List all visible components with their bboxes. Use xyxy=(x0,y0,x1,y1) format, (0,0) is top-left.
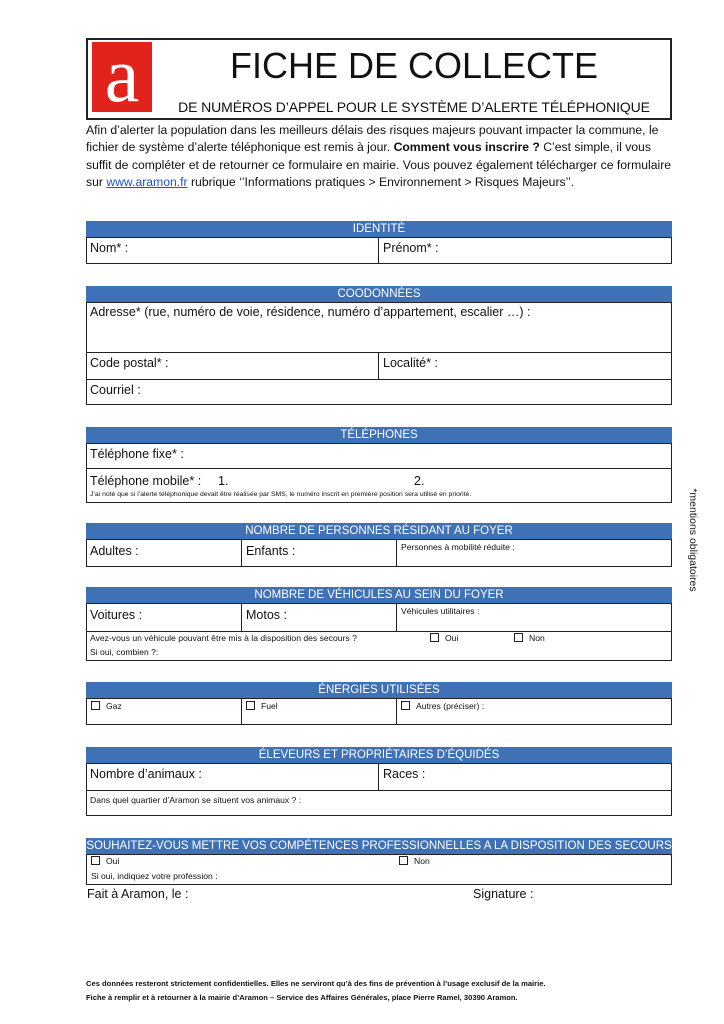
checkbox-icon xyxy=(91,701,100,710)
checkbox-label: Oui xyxy=(445,633,459,643)
divider xyxy=(378,763,379,790)
divider xyxy=(241,698,242,725)
foyer-box xyxy=(86,539,672,567)
fuel-checkbox[interactable] xyxy=(246,701,278,712)
voitures-field[interactable]: Voitures : xyxy=(90,608,143,622)
nom-field[interactable]: Nom* : xyxy=(90,241,129,255)
checkbox-icon xyxy=(246,701,255,710)
checkbox-label: Non xyxy=(529,633,545,643)
divider xyxy=(86,631,672,632)
telephone-mobile-2[interactable]: 2. xyxy=(414,474,425,488)
divider xyxy=(86,379,672,380)
fait-a-field[interactable]: Fait à Aramon, le : xyxy=(87,887,189,901)
vehicule-non-checkbox[interactable] xyxy=(514,633,545,644)
code-postal-field[interactable]: Code postal* : xyxy=(90,356,169,370)
sms-priority-note: J’ai noté que si l’alerte téléphonique devait être réalisée par SMS, le numéro inscrit en première position sera utilisé en priorité. xyxy=(90,491,472,498)
checkbox-label: Autres (préciser) : xyxy=(416,701,485,711)
checkbox-label: Gaz xyxy=(106,701,122,711)
identite-box xyxy=(86,237,672,264)
mobilite-reduite-field[interactable]: Personnes à mobilité réduite : xyxy=(401,542,515,552)
divider xyxy=(86,352,672,353)
telephone-mobile-1[interactable]: 1. xyxy=(218,474,229,488)
combien-field[interactable]: Si oui, combien ?: xyxy=(90,647,159,657)
checkbox-icon xyxy=(514,633,523,642)
checkbox-icon xyxy=(399,856,408,865)
intro-text-3: rubrique ‘’Informations pratiques > Environnement > Risques Majeurs’’. xyxy=(187,174,575,189)
vehicule-secours-question: Avez-vous un véhicule pouvant être mis à la disposition des secours ? xyxy=(90,633,357,643)
checkbox-icon xyxy=(91,856,100,865)
motos-field[interactable]: Motos : xyxy=(246,608,287,622)
section-header-identite: IDENTITÉ xyxy=(86,221,672,237)
vehicules-box xyxy=(86,603,672,661)
prenom-field[interactable]: Prénom* : xyxy=(383,241,439,255)
section-header-telephones: TÉLÉPHONES xyxy=(86,427,672,443)
mandatory-fields-note xyxy=(678,470,708,610)
telephone-fixe-field[interactable]: Téléphone fixe* : xyxy=(90,447,184,461)
races-field[interactable]: Races : xyxy=(383,767,426,781)
gaz-checkbox[interactable] xyxy=(91,701,122,712)
checkbox-label: Fuel xyxy=(261,701,278,711)
telephone-mobile-field[interactable]: Téléphone mobile* : xyxy=(90,474,202,488)
checkbox-icon xyxy=(401,701,410,710)
enfants-field[interactable]: Enfants : xyxy=(246,544,296,558)
website-link[interactable]: www.aramon.fr xyxy=(106,174,188,189)
divider xyxy=(86,468,672,469)
divider xyxy=(241,603,242,631)
competences-non-checkbox[interactable] xyxy=(399,856,430,867)
footer-confidentiality: Ces données resteront strictement confidentielles. Elles ne serviront qu’à des fins de prévention à l’usage exclusif de la mairie. xyxy=(86,979,546,988)
checkbox-icon xyxy=(430,633,439,642)
section-header-foyer: NOMBRE DE PERSONNES RÉSIDANT AU FOYER xyxy=(86,523,672,539)
adresse-field[interactable]: Adresse* (rue, numéro de voie, résidence, numéro d’appartement, escalier …) : xyxy=(90,305,531,319)
competences-oui-checkbox[interactable] xyxy=(91,856,119,867)
checkbox-label: Non xyxy=(414,856,430,866)
intro-text-1: Afin d’alerter la population dans les meilleurs délais des risques majeurs pouvant impacter la commune, le fichier de système d’alerte téléphonique est remis à jour. xyxy=(86,123,659,155)
divider xyxy=(396,603,397,631)
autres-checkbox[interactable] xyxy=(401,701,484,712)
checkbox-label: Oui xyxy=(106,856,120,866)
utilitaires-field[interactable]: Véhicules utilitaires : xyxy=(401,606,480,616)
nombre-animaux-field[interactable]: Nombre d’animaux : xyxy=(90,767,202,781)
intro-bold-question: Comment vous inscrire ? xyxy=(393,140,540,155)
divider xyxy=(378,352,379,379)
divider xyxy=(378,237,379,264)
section-header-coordonnees: COODONNÉES xyxy=(86,286,672,302)
divider xyxy=(396,698,397,725)
form-subtitle: DE NUMÉROS D’APPEL POUR LE SYSTÈME D’ALERTE TÉLÉPHONIQUE xyxy=(178,99,650,115)
profession-field[interactable]: Si oui, indiquez votre profession : xyxy=(91,871,218,881)
logo-letter: a xyxy=(104,31,140,118)
section-header-vehicules: NOMBRE DE VÉHICULES AU SEIN DU FOYER xyxy=(86,587,672,603)
adultes-field[interactable]: Adultes : xyxy=(90,544,139,558)
divider xyxy=(396,539,397,567)
energies-box xyxy=(86,698,672,725)
section-header-competences: SOUHAITEZ-VOUS METTRE VOS COMPÉTENCES PROFESSIONNELLES A LA DISPOSITION DES SECOURS ? xyxy=(86,840,672,868)
form-title: FICHE DE COLLECTE xyxy=(229,45,599,86)
intro-paragraph xyxy=(86,122,676,191)
section-header-energies: ÉNERGIES UTILISÉES xyxy=(86,682,672,698)
intro-text-2: C’est simple, il vous suffit de compléter et de retourner ce formulaire en mairie. Vous pouvez également télécharger ce formulaire sur xyxy=(86,140,672,189)
footer-return-address: Fiche à remplir et à retourner à la mairie d’Aramon – Service des Affaires Générales, place Pierre Ramel, 30390 Aramon. xyxy=(86,993,518,1002)
localite-field[interactable]: Localité* : xyxy=(383,356,438,370)
section-header-eleveurs: ÉLEVEURS ET PROPRIÉTAIRES D’ÉQUIDÉS xyxy=(86,747,672,763)
divider xyxy=(241,539,242,567)
signature-field[interactable]: Signature : xyxy=(473,887,534,901)
aramon-logo xyxy=(92,31,152,118)
divider xyxy=(86,790,672,791)
courriel-field[interactable]: Courriel : xyxy=(90,383,141,397)
side-note-text: *mentions obligatoires xyxy=(687,488,699,592)
quartier-field[interactable]: Dans quel quartier d’Aramon se situent vos animaux ? : xyxy=(90,795,302,805)
vehicule-oui-checkbox[interactable] xyxy=(430,633,458,644)
